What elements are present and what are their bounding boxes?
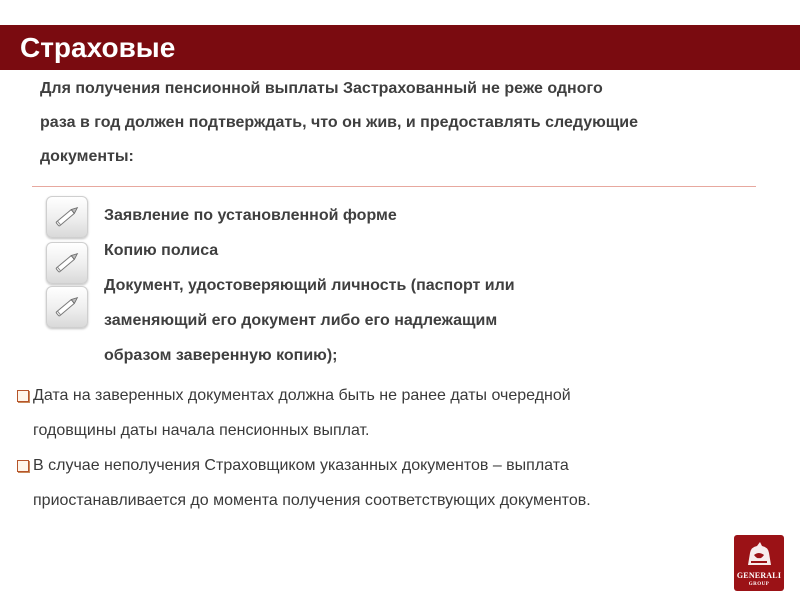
note-line: Дата на заверенных документах должна быть не ранее даты очередной — [33, 387, 571, 404]
generali-logo — [734, 535, 784, 591]
note-item — [15, 378, 775, 448]
note-line: годовщины даты начала пенсионных выплат. — [33, 422, 370, 439]
title-bar — [0, 25, 800, 70]
logo-group-text: GROUP — [748, 582, 770, 587]
list-item: Заявление по установленной форме — [104, 207, 397, 224]
divider — [32, 186, 756, 187]
intro-line: Для получения пенсионной выплаты Застрахованный не реже одного — [40, 80, 603, 97]
note-line: приостанавливается до момента получения соответствующих документов. — [33, 492, 591, 509]
list-item: Документ, удостоверяющий личность (паспорт или — [104, 277, 515, 294]
notes — [15, 378, 775, 518]
intro-line: раза в год должен подтверждать, что он жив, и предоставлять следующие — [40, 114, 638, 131]
list-item-continuation: образом заверенную копию); — [104, 347, 338, 364]
pen-icon — [46, 196, 88, 238]
page-title: Страховые — [20, 32, 176, 63]
list-item: Копию полиса — [104, 242, 219, 259]
checkbox-bullet-icon — [17, 460, 29, 472]
note-line: В случае неполучения Страховщиком указанных документов – выплата — [33, 457, 569, 474]
list-item-continuation: заменяющий его документ либо его надлежащим — [104, 312, 498, 329]
pen-icon — [46, 286, 88, 328]
document-list — [104, 198, 664, 373]
intro-paragraph — [40, 72, 795, 174]
note-item — [15, 448, 775, 518]
intro-line: документы: — [40, 148, 134, 165]
lion-icon — [742, 539, 776, 569]
logo-brand-text: GENERALI — [736, 571, 782, 580]
checkbox-bullet-icon — [17, 390, 29, 402]
pen-icon — [46, 242, 88, 284]
